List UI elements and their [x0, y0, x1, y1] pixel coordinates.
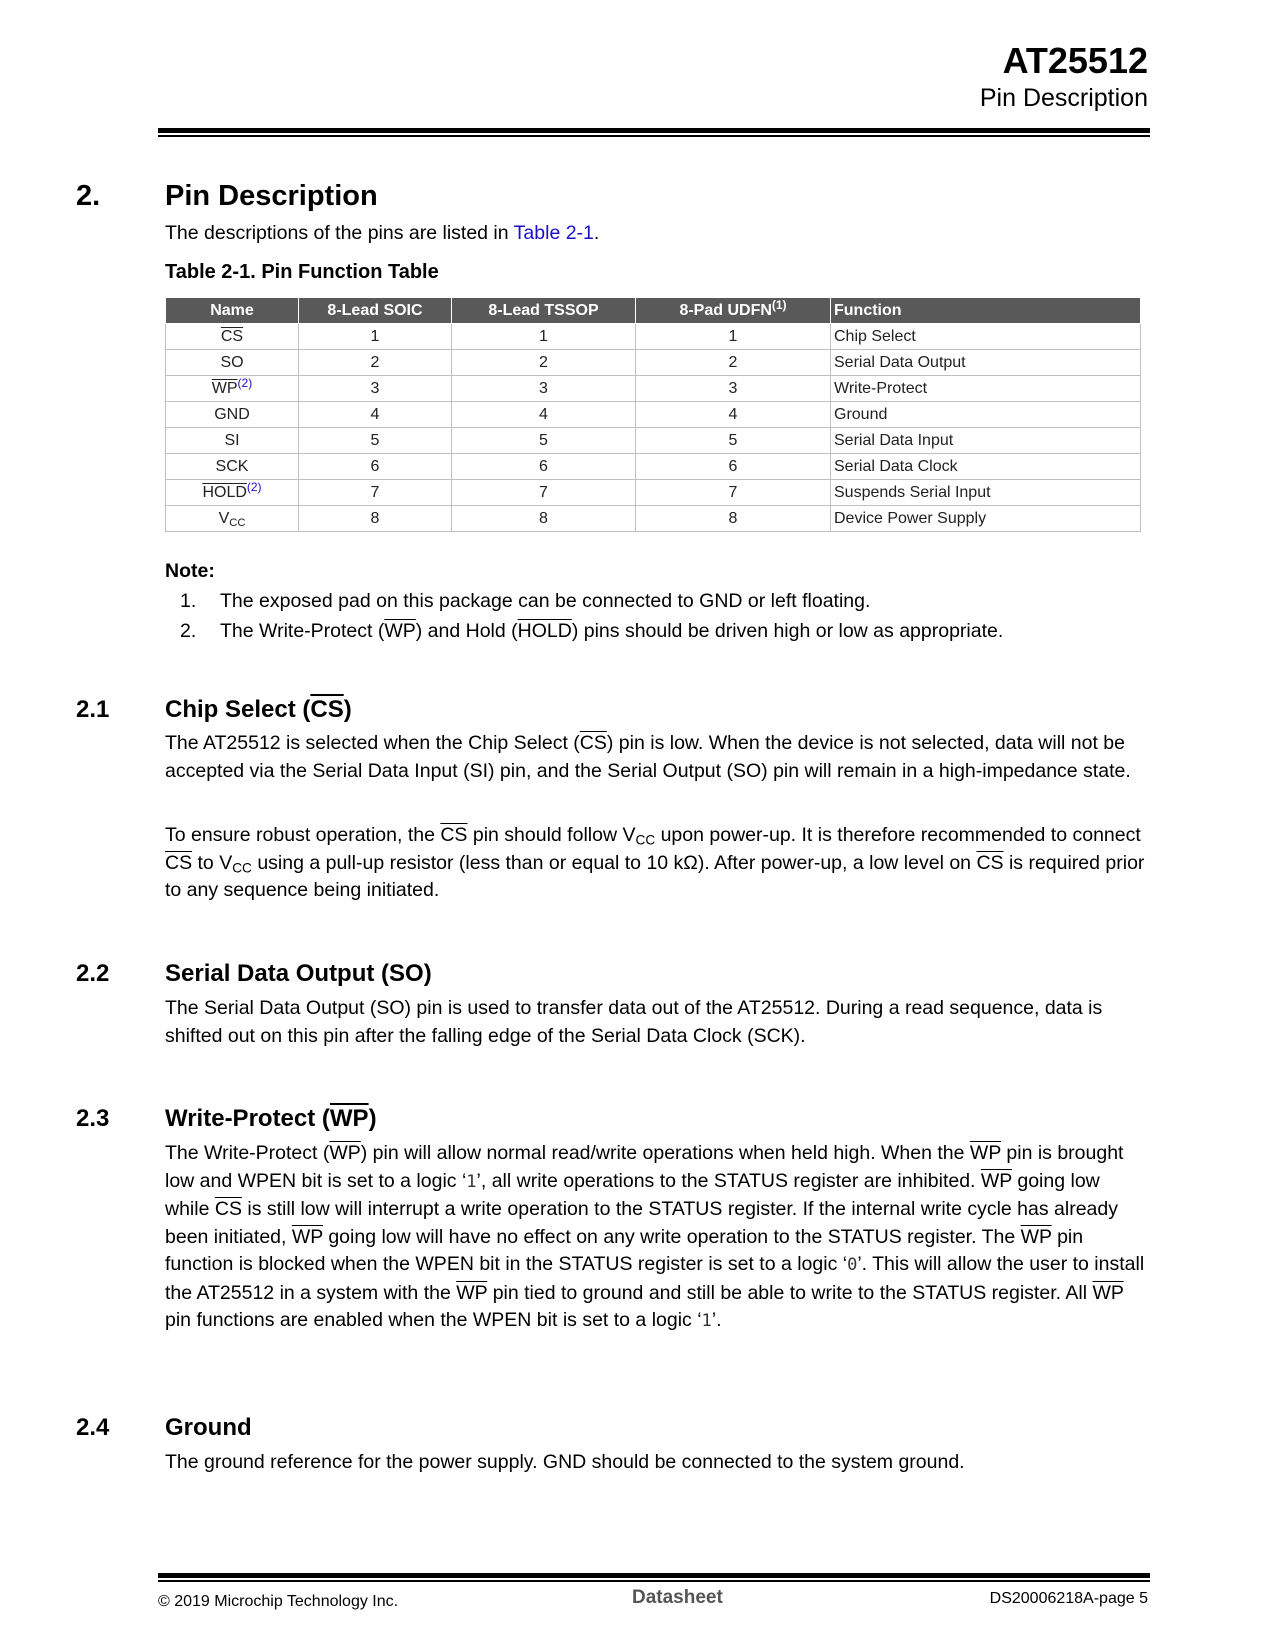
- section-2-2-paragraph: The Serial Data Output (SO) pin is used to transfer data out of the AT25512. During a read sequence, data is shifted out on this pin after the falling edge of the Serial Data Clock (SCK).: [165, 997, 1103, 1047]
- col-header-udfn: 8-Pad UDFN$^{(1)}$: [636, 298, 831, 324]
- pin-name: SI: [166, 428, 299, 454]
- section-2-2-title: Serial Data Output (SO): [165, 960, 432, 987]
- pin-function: Chip Select: [831, 324, 1141, 350]
- pin-name: SO: [166, 350, 299, 376]
- note-1-text: The exposed pad on this package can be connected to GND or left floating.: [220, 590, 871, 612]
- table-row: [166, 428, 1141, 454]
- table-row: [166, 350, 1141, 376]
- pin-function: Device Power Supply: [831, 506, 1141, 532]
- section-2-1-paragraph-2: To ensure robust operation, the $\overline{CS}$ pin should follow $V_{CC}$ upon power-up. It is therefore recommended to connect $\overline{CS}$ to $V_{CC}$ using a pull-up resistor (less than or equal to 10 kΩ). After power-up, a low level on $\overline{CS}$ is required prior to any sequence being initiated.: [165, 824, 1145, 901]
- pin-soic: 8: [299, 506, 452, 532]
- pin-udfn: 6: [636, 454, 831, 480]
- section-2-3-title: Write-Protect $(\overline{WP})$: [165, 1105, 377, 1132]
- footer-rule-thin: [158, 1580, 1150, 1582]
- pin-tssop: 5: [452, 428, 636, 454]
- pin-soic: 1: [299, 324, 452, 350]
- table-row: [166, 480, 1141, 506]
- header-rule-thin: [158, 135, 1150, 137]
- col-header-function: Function: [831, 298, 1141, 324]
- pin-udfn: 7: [636, 480, 831, 506]
- col-header-soic: 8-Lead SOIC: [299, 298, 452, 324]
- pin-tssop: 6: [452, 454, 636, 480]
- section-2-4-title: Ground: [165, 1414, 252, 1441]
- pin-udfn: 1: [636, 324, 831, 350]
- pin-udfn: 5: [636, 428, 831, 454]
- pin-function-table: [165, 297, 1141, 532]
- header-rule: [158, 128, 1150, 133]
- pin-name: GND: [166, 402, 299, 428]
- pin-function: Serial Data Input: [831, 428, 1141, 454]
- table-row: [166, 506, 1141, 532]
- footer-rule: [158, 1573, 1150, 1578]
- pin-name: $V_{CC}$: [166, 506, 299, 532]
- table-row: [166, 402, 1141, 428]
- pin-tssop: 8: [452, 506, 636, 532]
- section-2-title: Pin Description: [165, 180, 378, 212]
- pin-udfn: 3: [636, 376, 831, 402]
- note-1-number: 1.: [180, 590, 197, 612]
- table-row: [166, 376, 1141, 402]
- section-2-2-number: 2.2: [76, 960, 110, 987]
- pin-tssop: 4: [452, 402, 636, 428]
- pin-tssop: 3: [452, 376, 636, 402]
- pin-function: Serial Data Clock: [831, 454, 1141, 480]
- section-2-3-paragraph: The Write-Protect $(\overline{WP})$ pin will allow normal read/write operations when held high. When the $\overline{WP}$ pin is brought low and WPEN bit is set to a logic ‘1’, all write operations to the STATUS register are inhibited. $\overline{WP}$ going low while $\overline{CS}$ is still low will interrupt a write operation to the STATUS register. If the internal write cycle has already been initiated, $\overline{WP}$ going low will have no effect on any write operation to the STATUS register. The $\overline{WP}$ pin function is blocked when the WPEN bit in the STATUS register is set to a logic ‘0’. This will allow the user to install the AT25512 in a system with the $\overline{WP}$ pin tied to ground and still be able to write to the STATUS register. All $\overline{WP}$ pin functions are enabled when the WPEN bit is set to a logic ‘1’.: [165, 1142, 1145, 1331]
- pin-function: Serial Data Output: [831, 350, 1141, 376]
- section-2-1-title: Chip Select $(\overline{CS})$: [165, 696, 352, 723]
- section-2-4-number: 2.4: [76, 1414, 110, 1441]
- table-header-row: [166, 298, 1141, 324]
- col-header-tssop: 8-Lead TSSOP: [452, 298, 636, 324]
- pin-name: $\overline{CS}$: [166, 324, 299, 350]
- pin-function: Suspends Serial Input: [831, 480, 1141, 506]
- pin-tssop: 1: [452, 324, 636, 350]
- pin-function: Ground: [831, 402, 1141, 428]
- pin-udfn: 4: [636, 402, 831, 428]
- pin-tssop: 2: [452, 350, 636, 376]
- pin-soic: 5: [299, 428, 452, 454]
- pin-name: $\overline{WP}^{(2)}$: [166, 376, 299, 402]
- col-header-name: Name: [166, 298, 299, 324]
- note-label: Note:: [165, 560, 215, 582]
- pin-soic: 3: [299, 376, 452, 402]
- pin-tssop: 7: [452, 480, 636, 506]
- pin-function: Write-Protect: [831, 376, 1141, 402]
- pin-udfn: 8: [636, 506, 831, 532]
- note-2-text: The Write-Protect $(\overline{WP})$ and Hold (HOLD) pins should be driven high or low as appropriate.: [220, 620, 1004, 642]
- table-row: [166, 324, 1141, 350]
- pin-name: SCK: [166, 454, 299, 480]
- section-2-1-number: 2.1: [76, 696, 110, 723]
- table-caption: Table 2-1. Pin Function Table: [165, 261, 439, 283]
- table-row: [166, 454, 1141, 480]
- table-2-1-link[interactable]: Table 2-1: [513, 222, 594, 244]
- pin-udfn: 2: [636, 350, 831, 376]
- pin-soic: 6: [299, 454, 452, 480]
- section-2-1-paragraph-1: The AT25512 is selected when the Chip Select $(\overline{CS})$ pin is low. When the device is not selected, data will not be accepted via the Serial Data Input (SI) pin, and the Serial Output (SO) pin will remain in a high-impedance state.: [165, 732, 1131, 782]
- note-2-number: 2.: [180, 620, 197, 642]
- section-2-4-paragraph: The ground reference for the power supply. GND should be connected to the system ground.: [165, 1451, 965, 1473]
- section-2-number: 2.: [76, 180, 101, 212]
- footer-page-number: DS20006218A-page 5: [989, 1590, 1148, 1607]
- section-2-intro: The descriptions of the pins are listed in Table 2-1.: [165, 222, 600, 244]
- pin-soic: 4: [299, 402, 452, 428]
- pin-soic: 7: [299, 480, 452, 506]
- pin-name: HOLD$^{(2)}$: [166, 480, 299, 506]
- document-title: AT25512: [1002, 40, 1148, 81]
- footer-copyright: © 2019 Microchip Technology Inc.: [158, 1593, 399, 1610]
- footer-doc-type: Datasheet: [632, 1587, 723, 1608]
- pin-soic: 2: [299, 350, 452, 376]
- section-2-3-number: 2.3: [76, 1105, 110, 1132]
- header-section-title: Pin Description: [979, 84, 1148, 112]
